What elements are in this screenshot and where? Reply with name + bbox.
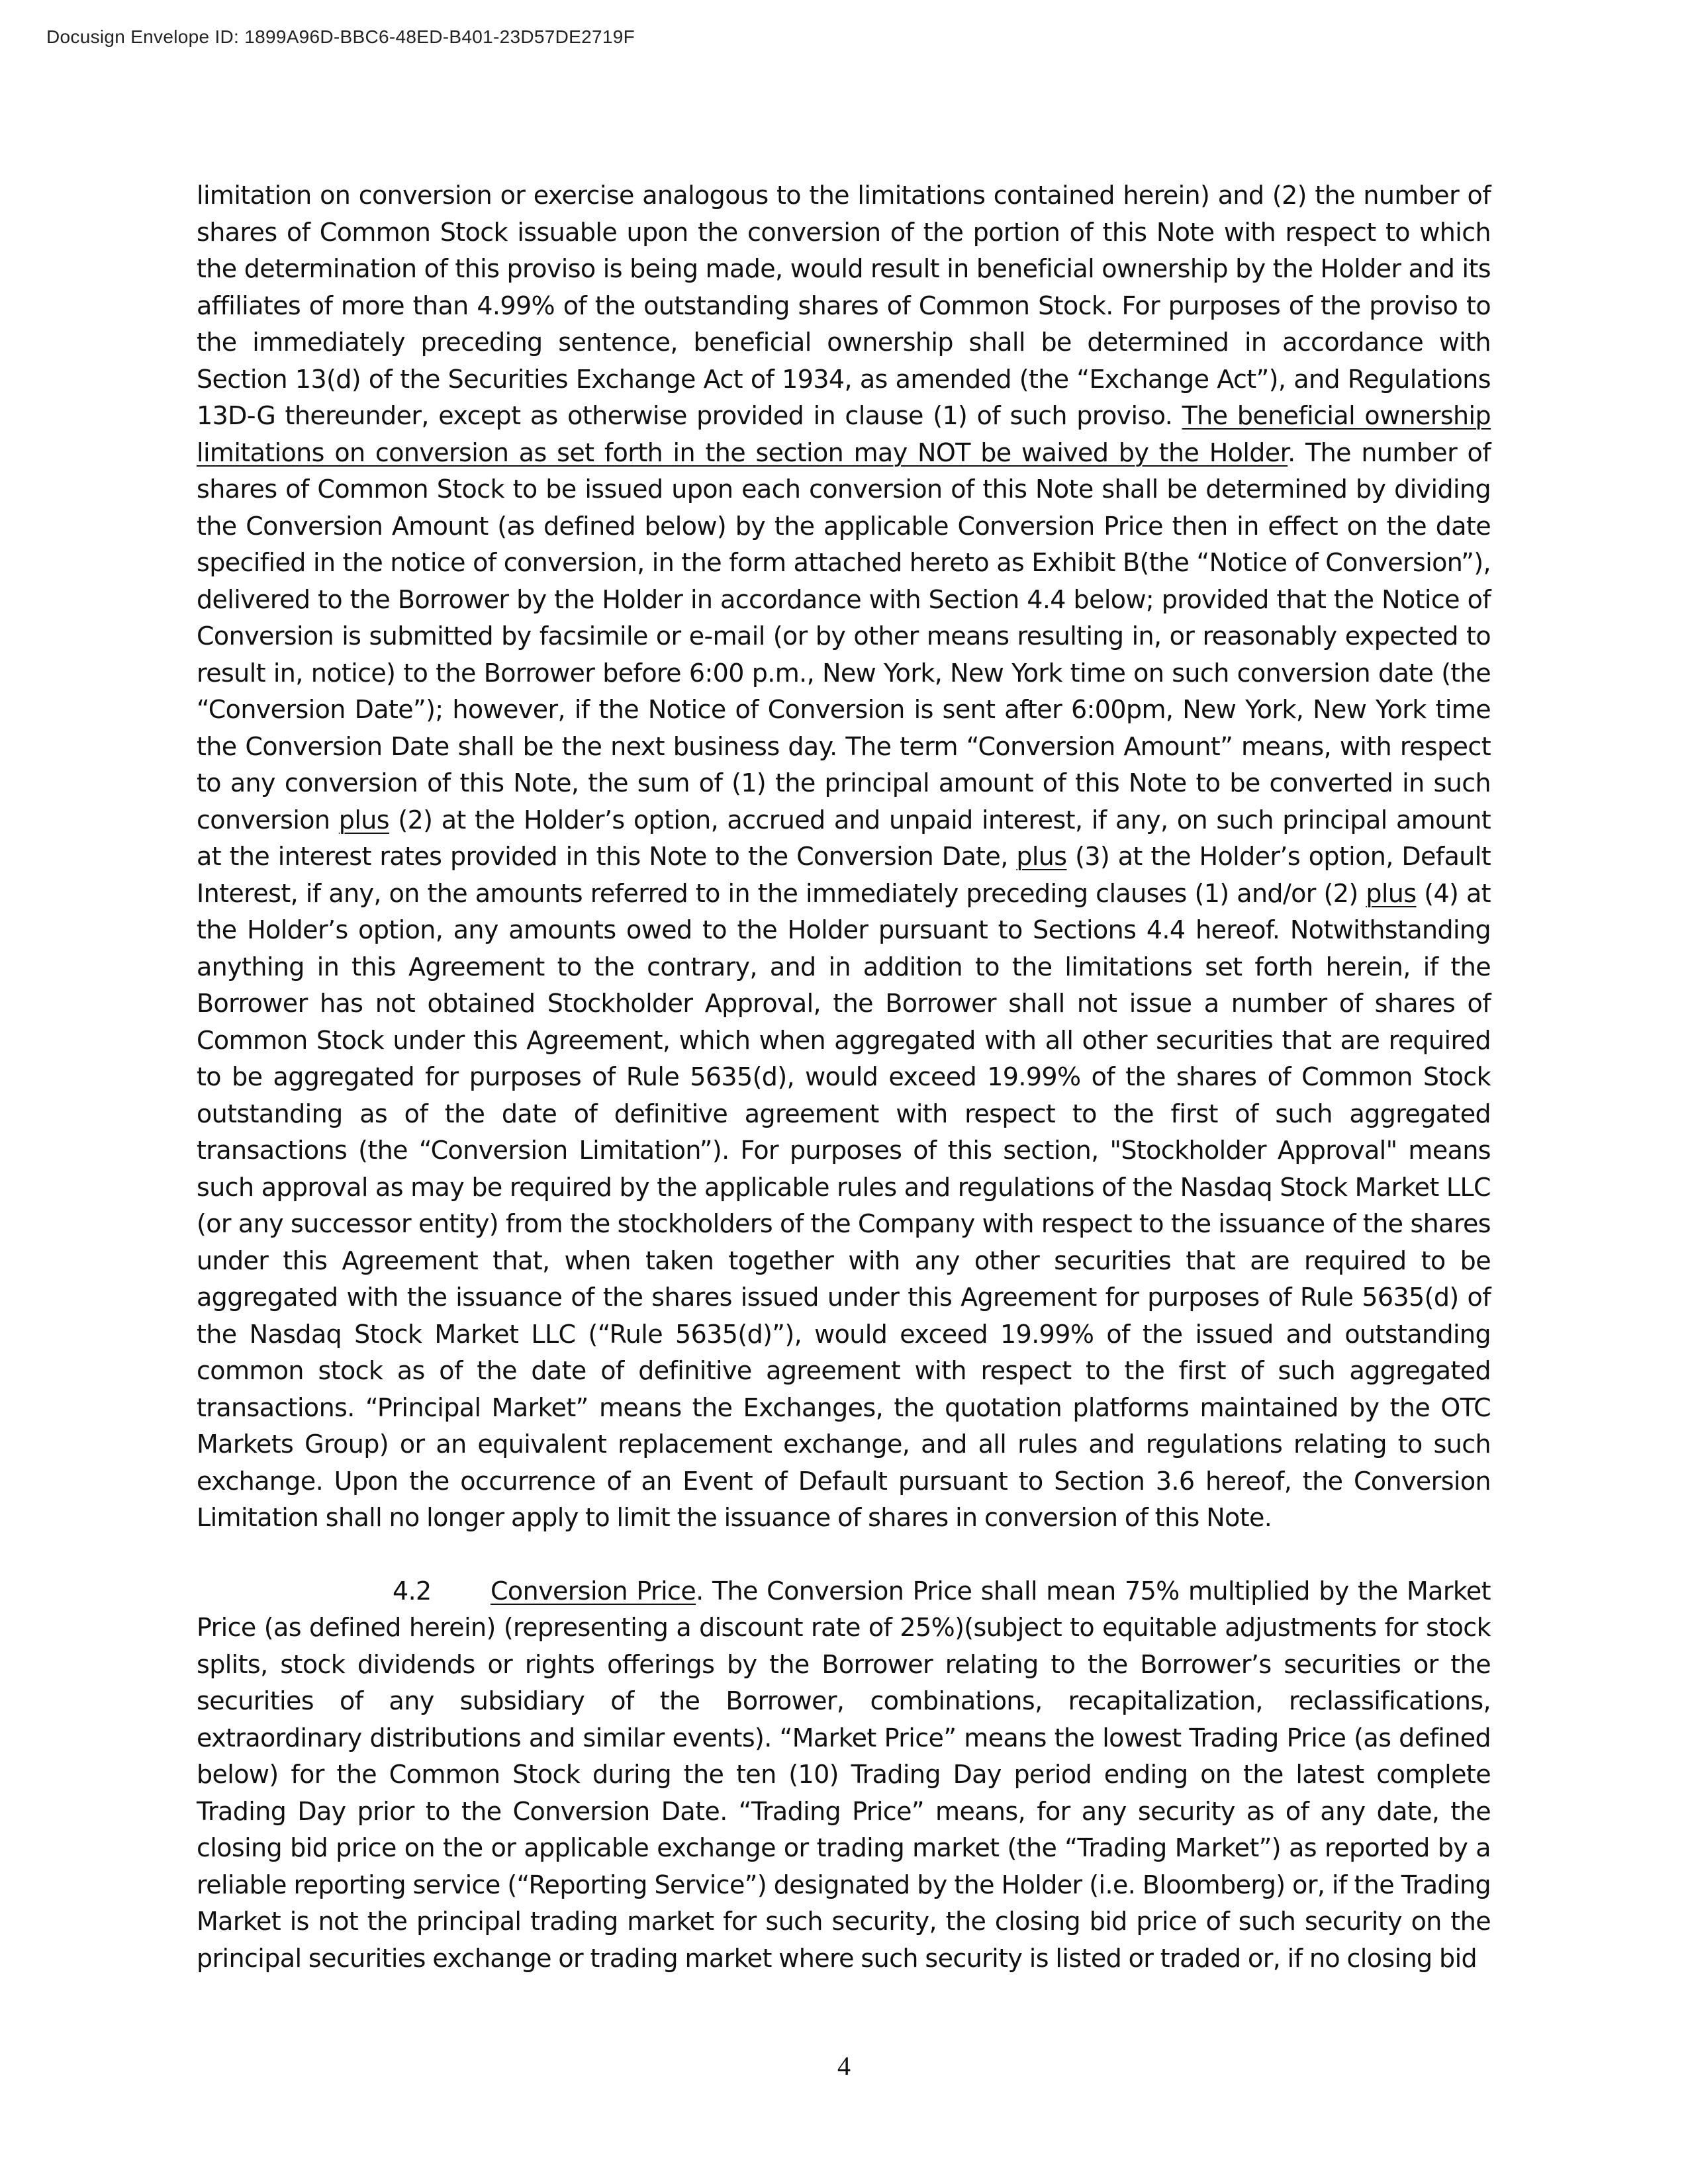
- section-heading: Conversion Price: [491, 1576, 696, 1606]
- plus-underlined-text: plus: [1366, 878, 1417, 908]
- paragraph-text: (3) at the Holder’s option, Default Interest, if any, on the amounts referred to in the immediately preceding clauses (1) and/or (2): [197, 842, 1491, 908]
- page-number: 4: [837, 2051, 851, 2081]
- section-number: 4.2: [393, 1576, 432, 1606]
- paragraph-text: (4) at the Holder’s option, any amounts owed to the Holder pursuant to Sections 4.4 hereof. Notwithstanding anything in this Agreement to the contrary, and in addition to the limitations set forth herein, if the Borrower has not obtained Stockholder Approval, the Borrower shall not issue a number of shares of Common Stock under this Agreement, which when aggregated with all other securities that are required to be aggregated for purposes of Rule 5635(d), would exceed 19.99% of the shares of Common Stock outstanding as of the date of definitive agreement with respect to the first of such aggregated transactions (the “Conversion Limitation”). For purposes of this section, "Stockholder Approval" means such approval as may be required by the applicable rules and regulations of the Nasdaq Stock Market LLC (or any successor entity) from the stockholders of the Company with respect to the issuance of the shares under this Agreement that, when taken together with any other securities that are required to be aggregated with the issuance of the shares issued under this Agreement for purposes of Rule 5635(d) of the Nasdaq Stock Market LLC (“Rule 5635(d)”), would exceed 19.99% of the issued and outstanding common stock as of the date of definitive agreement with respect to the first of such aggregated transactions. “Principal Market” means the Exchanges, the quotation platforms maintained by the OTC Markets Group) or an equivalent replacement exchange, and all rules and regulations relating to such exchange. Upon the occurrence of an Event of Default pursuant to Section 3.6 hereof, the Conversion Limitation shall no longer apply to limit the issuance of shares in conversion of this Note.: [197, 878, 1491, 1532]
- conversion-limitation-paragraph: [197, 177, 1491, 1537]
- beneficial-ownership-underlined-text: The beneficial ownership limitations on conversion as set forth in the section may NOT be waived by the Holder: [197, 401, 1491, 467]
- paragraph-text: limitation on conversion or exercise analogous to the limitations contained herein) and (2) the number of shares of Common Stock issuable upon the conversion of the portion of this Note with respect to which the determination of this proviso is being made, would result in beneficial ownership by the Holder and its affiliates of more than 4.99% of the outstanding shares of Common Stock. For purposes of the proviso to the immediately preceding sentence, beneficial ownership shall be determined in accordance with Section 13(d) of the Securities Exchange Act of 1934, as amended (the “Exchange Act”), and Regulations 13D-G thereunder, except as otherwise provided in clause (1) of such proviso.: [197, 181, 1491, 430]
- paragraph-text: (2) at the Holder’s option, accrued and unpaid interest, if any, on such principal amount at the interest rates provided in this Note to the Conversion Date,: [197, 805, 1491, 871]
- plus-underlined-text: plus: [338, 805, 389, 835]
- docusign-envelope-id: Docusign Envelope ID: 1899A96D-BBC6-48ED-B401-23D57DE2719F: [46, 26, 635, 47]
- document-body: [197, 177, 1491, 1977]
- section-text: . The Conversion Price shall mean 75% multiplied by the Market Price (as defined herein) (representing a discount rate of 25%)(subject to equitable adjustments for stock splits, stock dividends or rights offerings by the Borrower relating to the Borrower’s securities or the securities of any subsidiary of the Borrower, combinations, recapitalization, reclassifications, extraordinary distributions and similar events). “Market Price” means the lowest Trading Price (as defined below) for the Common Stock during the ten (10) Trading Day period ending on the latest complete Trading Day prior to the Conversion Date. “Trading Price” means, for any security as of any date, the closing bid price on the or applicable exchange or trading market (the “Trading Market”) as reported by a reliable reporting service (“Reporting Service”) designated by the Holder (i.e. Bloomberg) or, if the Trading Market is not the principal trading market for such security, the closing bid price of such security on the principal securities exchange or trading market where such security is listed or traded or, if no closing bid: [197, 1576, 1491, 1973]
- section-4-2-paragraph: [197, 1573, 1491, 1978]
- plus-underlined-text: plus: [1016, 842, 1067, 871]
- paragraph-text: . The number of shares of Common Stock to be issued upon each conversion of this Note shall be determined by dividing the Conversion Amount (as defined below) by the applicable Conversion Price then in effect on the date specified in the notice of conversion, in the form attached hereto as Exhibit B(the “Notice of Conversion”), delivered to the Borrower by the Holder in accordance with Section 4.4 below; provided that the Notice of Conversion is submitted by facsimile or e-mail (or by other means resulting in, or reasonably expected to result in, notice) to the Borrower before 6:00 p.m., New York, New York time on such conversion date (the “Conversion Date”); however, if the Notice of Conversion is sent after 6:00pm, New York, New York time the Conversion Date shall be the next business day. The term “Conversion Amount” means, with respect to any conversion of this Note, the sum of (1) the principal amount of this Note to be converted in such conversion: [197, 437, 1491, 835]
